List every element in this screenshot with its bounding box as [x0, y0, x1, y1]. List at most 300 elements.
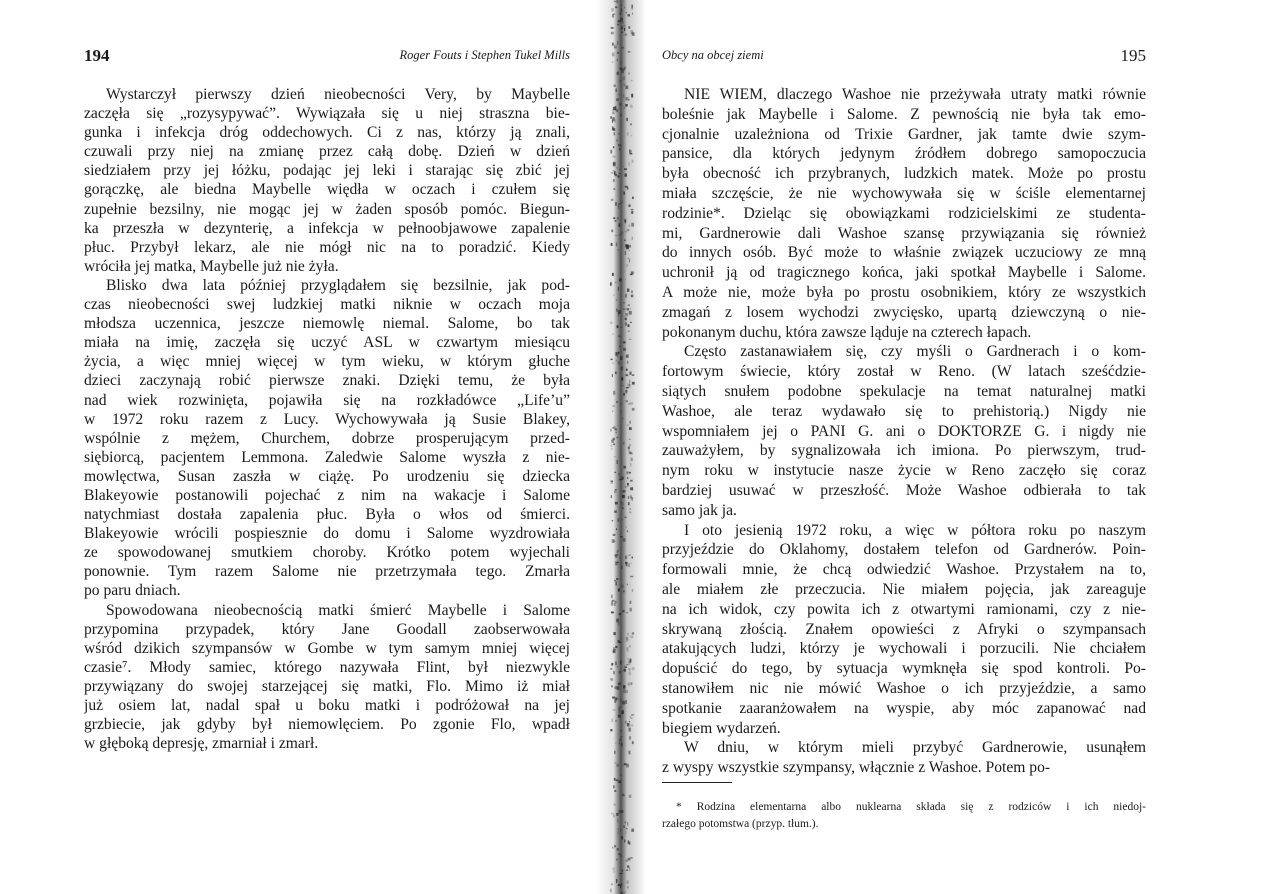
scan-noise [622, 710, 624, 714]
text-line: Często zastanawiałem się, czy myśli o Gardnerach i o kom- [684, 343, 1146, 361]
scan-noise [610, 889, 611, 892]
scan-noise [625, 244, 628, 247]
scan-noise [619, 739, 621, 741]
scan-noise [619, 103, 621, 106]
text-line: rodzinie*. Dzieląc się obowiązkami rodzicielskimi ze studenta- [662, 204, 1146, 222]
scan-noise [627, 308, 629, 310]
scan-noise [613, 534, 616, 536]
scan-noise [612, 600, 615, 602]
scan-noise [630, 857, 632, 859]
scan-noise [626, 828, 628, 829]
scan-noise [622, 701, 625, 705]
text-line: dzieci zaczynają robić pierwsze znaki. Dzięki temu, że była [84, 372, 570, 390]
scan-noise [612, 52, 615, 56]
scan-noise [625, 251, 626, 255]
scan-noise [626, 637, 628, 640]
scan-noise [612, 273, 614, 276]
scan-noise [629, 645, 630, 647]
scan-noise [625, 313, 628, 316]
scan-noise [621, 232, 624, 235]
scan-noise [613, 426, 615, 429]
scan-noise [614, 762, 616, 763]
text-line: samo jak ja. [662, 501, 737, 519]
scan-noise [618, 287, 619, 291]
scan-noise [619, 556, 621, 558]
scan-noise [623, 393, 625, 396]
footnote-rule [662, 782, 732, 783]
left-page [84, 0, 570, 894]
text-line: W dniu, w którym mieli przybyć Gardnerowie, usunąłem [684, 739, 1146, 757]
scan-noise [623, 107, 625, 109]
scan-noise [632, 32, 635, 35]
scan-noise [631, 135, 633, 137]
scan-noise [614, 845, 616, 847]
scan-noise [617, 820, 618, 822]
text-line: zupełnie bezsilny, nie mogąc jej w żaden sposób pomóc. Biegun- [84, 200, 570, 218]
scan-noise [624, 219, 627, 220]
scan-noise [623, 689, 626, 693]
scan-noise [619, 742, 620, 744]
scan-noise [613, 709, 616, 711]
scan-noise [626, 764, 629, 768]
scan-noise [623, 166, 624, 168]
scan-noise [613, 170, 615, 171]
scan-noise [627, 288, 629, 291]
scan-noise [625, 390, 627, 393]
scan-noise [619, 223, 621, 227]
scan-noise [622, 22, 624, 24]
scan-noise [629, 512, 631, 513]
scan-noise [629, 439, 630, 440]
scan-noise [631, 211, 633, 214]
scan-noise [631, 80, 633, 81]
scan-noise [613, 814, 614, 817]
scan-noise [610, 282, 612, 285]
scan-noise [618, 133, 620, 135]
scan-noise [622, 519, 623, 521]
scan-noise [612, 43, 614, 46]
scan-noise [610, 729, 612, 731]
scan-noise [623, 25, 625, 26]
text-line: przyjeździe do Oklahomy, dostałem telefon od Gardnerów. Poin- [662, 541, 1146, 559]
scan-noise [625, 294, 627, 298]
text-line: z wyspy wszystkie szympansy, włącznie z Washoe. Potem po- [662, 759, 1051, 777]
text-line: miała na imię, zaczęła się uczyć ASL w czwartym miesiącu [84, 334, 570, 352]
running-head: Roger Fouts i Stephen Tukel Mills [399, 48, 570, 62]
scan-noise [630, 487, 633, 490]
scan-noise [621, 566, 622, 570]
running-head: Obcy na obcej ziemi [662, 48, 764, 62]
scan-noise [628, 840, 630, 844]
scan-noise [625, 97, 628, 101]
scan-noise [631, 295, 633, 298]
text-line: ponownie. Tym razem Salome nie przetrzymała tego. Zmarła [84, 563, 570, 581]
scan-noise [624, 240, 626, 241]
scan-noise [615, 720, 616, 722]
scan-noise [613, 869, 614, 872]
scan-noise [617, 831, 619, 835]
text-line: fortowym świecie, który został w Reno. (W latach sześćdzie- [662, 363, 1146, 381]
scan-noise [619, 148, 620, 150]
scan-noise [618, 588, 620, 591]
scan-noise [618, 550, 619, 552]
scan-noise [613, 128, 615, 131]
scan-noise [627, 880, 629, 883]
text-line: czas nieobecności swej ludzkiej matki niknie w oczach moja [84, 296, 570, 314]
scan-noise [631, 562, 632, 563]
scan-noise [631, 290, 633, 292]
scan-noise [623, 685, 625, 688]
scan-noise [618, 518, 620, 522]
scan-noise [616, 764, 619, 767]
scan-noise [611, 602, 613, 606]
scan-noise [611, 680, 613, 681]
scan-noise [614, 46, 617, 47]
scan-noise [611, 448, 612, 449]
scan-noise [628, 858, 631, 861]
scan-noise [629, 245, 631, 248]
text-line: atakujących ludzi, którzy je wychowali i porzucili. Nie chciałem [662, 640, 1146, 658]
scan-noise [623, 94, 624, 97]
book-binding-gutter [596, 0, 646, 894]
scan-noise [626, 664, 627, 665]
scan-noise [629, 339, 632, 340]
scan-noise [618, 234, 621, 235]
scan-noise [624, 168, 627, 170]
scan-noise [616, 98, 619, 101]
scan-noise [617, 72, 619, 75]
scan-noise [630, 659, 632, 663]
scan-noise [611, 813, 614, 814]
scan-noise [614, 456, 615, 457]
scan-noise [620, 404, 621, 406]
scan-noise [621, 526, 622, 527]
scan-noise [623, 308, 625, 309]
scan-noise [619, 613, 621, 615]
scan-noise [627, 424, 629, 425]
scan-noise [622, 68, 624, 70]
scan-noise [623, 466, 625, 469]
scan-noise [632, 408, 635, 411]
scan-noise [630, 453, 633, 455]
scan-noise [630, 274, 633, 275]
scan-noise [630, 601, 632, 604]
scan-noise [618, 884, 621, 886]
scan-noise [611, 230, 613, 233]
scan-noise [616, 109, 619, 112]
scan-noise [631, 714, 634, 716]
scan-noise [625, 104, 627, 106]
text-line: czuwali przy niej na zmianę przez całą dobę. Dzień w dzień [84, 143, 570, 161]
scan-noise [615, 582, 617, 586]
scan-noise [616, 401, 618, 403]
scan-noise [625, 318, 627, 321]
scan-noise [631, 718, 633, 719]
page-body [662, 85, 1146, 778]
scan-noise [616, 0, 618, 3]
scan-noise [611, 32, 614, 35]
text-line: przywiązany do swojej starzejącej się matki, Flo. Mimo iż miał [84, 677, 570, 695]
scan-noise [628, 225, 630, 227]
footnote-line: rzałego potomstwa (przyp. tłum.). [662, 818, 819, 830]
scan-noise [615, 646, 617, 648]
scan-noise [611, 200, 614, 201]
text-line: natychmiast dostała zapalenia płuc. Była o włos od śmierci. [84, 506, 570, 524]
scan-noise [632, 160, 634, 163]
scan-noise [615, 502, 618, 505]
text-line: życia, a więc mniej więcej w tym wieku, w którym głuche [84, 353, 570, 371]
scan-noise [628, 751, 630, 755]
scan-noise [621, 385, 623, 386]
scan-noise [612, 520, 614, 521]
scan-noise [629, 736, 631, 739]
scan-noise [618, 361, 620, 365]
scan-noise [617, 52, 619, 54]
scan-noise [618, 352, 620, 354]
scan-noise [628, 99, 630, 100]
scan-noise [620, 536, 623, 537]
scan-noise [616, 167, 618, 168]
text-line: przypomina przypadek, który Jane Goodall zaobserwowała [84, 620, 570, 638]
scan-noise [621, 730, 622, 731]
footnote [662, 799, 1146, 833]
scan-noise [619, 479, 622, 481]
scan-noise [627, 647, 629, 650]
scan-noise [616, 879, 617, 883]
text-line: po paru dniach. [84, 582, 181, 600]
text-line: siębiorcą, pacjentem Lemmona. Zaledwie Salome wyszła z nie- [84, 448, 570, 466]
scan-noise [623, 538, 626, 542]
scan-noise [615, 202, 617, 206]
scan-noise [625, 186, 628, 188]
scan-noise [625, 33, 627, 35]
scan-noise [620, 12, 621, 14]
scan-noise [617, 819, 618, 821]
scan-noise [617, 249, 619, 250]
scan-noise [621, 410, 622, 413]
scan-noise [618, 473, 620, 475]
scan-noise [629, 421, 630, 424]
scan-noise [617, 550, 618, 553]
scan-noise [631, 829, 634, 832]
scan-noise [622, 870, 623, 872]
text-line: była obecność ich przybranych, ludzkich matek. Może po prostu [662, 165, 1146, 183]
scan-noise [620, 80, 621, 82]
scan-noise [613, 146, 614, 148]
scan-noise [614, 790, 616, 792]
scan-noise [627, 361, 629, 364]
scan-noise [630, 153, 633, 154]
scan-noise [628, 331, 630, 332]
scan-noise [623, 490, 625, 492]
scan-noise [625, 86, 628, 90]
scan-noise [618, 144, 621, 146]
scan-noise [620, 854, 621, 856]
scan-noise [622, 495, 625, 498]
scan-noise [612, 117, 614, 121]
scan-noise [614, 778, 616, 781]
scan-noise [619, 346, 620, 347]
scan-noise [615, 554, 617, 557]
scan-noise [626, 400, 628, 402]
text-line: nad wiek rozwinięta, pojawiła się na rozkładówce „Life’u” [84, 391, 570, 409]
scan-noise [612, 374, 613, 377]
scan-noise [629, 608, 631, 612]
text-line: w głęboką depresję, zmarniał i zmarł. [84, 735, 319, 753]
scan-noise [630, 480, 633, 482]
scan-noise [616, 849, 619, 850]
text-line: boleśnie jak Maybelle i Salome. Z pewnością nie była tak emo- [662, 105, 1146, 123]
text-line: formowali mnie, że chcą odwiedzić Washoe. Przystałem na to, [662, 561, 1146, 579]
scan-noise [629, 311, 632, 315]
text-line: zmagań z losem wychodzi zwycięsko, upartą dziewczyną o nie- [662, 303, 1146, 321]
scan-noise [628, 258, 629, 259]
scan-noise [617, 666, 618, 667]
scan-noise [626, 387, 629, 388]
scan-noise [624, 763, 627, 765]
scan-noise [629, 721, 630, 722]
scan-noise [629, 387, 631, 388]
scan-noise [628, 403, 630, 405]
scan-noise [621, 810, 623, 812]
scan-noise [610, 150, 612, 154]
scan-noise [621, 883, 622, 885]
scan-noise [630, 322, 632, 323]
scan-noise [611, 243, 613, 246]
scan-noise [611, 595, 612, 598]
scan-noise [626, 612, 628, 613]
scan-noise [630, 716, 631, 718]
scan-noise [616, 859, 618, 861]
scan-noise [621, 367, 623, 371]
text-line: na ich widok, czy powita ich z otwartymi ramionami, czy z nie- [662, 600, 1146, 618]
scan-noise [618, 204, 620, 207]
scan-noise [614, 511, 617, 513]
text-line: Blakeyowie postanowili pojechać z nim na wakacje i Salome [84, 486, 570, 504]
footnote-line: * Rodzina elementarna albo nuklearna składa się z rodziców i ich niedoj- [676, 801, 1146, 813]
scan-noise [624, 7, 625, 9]
scan-noise [629, 259, 630, 263]
scan-noise [611, 663, 613, 666]
scan-noise [619, 203, 621, 204]
scan-noise [618, 683, 621, 685]
text-line: skrywaną złością. Znałem opowieści z Afryki o szympansach [662, 620, 1146, 638]
text-line: ze spowodowanej smutkiem choroby. Krótko potem wyjechali [84, 544, 570, 562]
scan-noise [620, 327, 622, 328]
scan-noise [617, 354, 619, 357]
scan-noise [626, 870, 628, 871]
scan-noise [621, 836, 623, 838]
scan-noise [631, 223, 634, 227]
scan-noise [617, 460, 618, 464]
text-line: stanowiłem nic nie mówić Washoe o ich przyjeździe, a samo [662, 679, 1146, 697]
scan-noise [632, 374, 635, 376]
scan-noise [618, 335, 620, 336]
scan-noise [615, 661, 617, 665]
text-line: wróciła jej matka, Maybelle już nie żyła. [84, 257, 339, 275]
scan-noise [614, 134, 616, 136]
scan-noise [612, 847, 613, 849]
scan-noise [616, 779, 618, 781]
scan-noise [618, 780, 621, 783]
scan-noise [625, 555, 627, 559]
scan-noise [615, 743, 616, 744]
scan-noise [615, 6, 617, 8]
scan-noise [613, 673, 614, 675]
scan-noise [625, 322, 627, 325]
scan-noise [620, 736, 623, 737]
scan-noise [627, 651, 629, 652]
scan-noise [620, 67, 623, 70]
scan-noise [623, 348, 626, 351]
scan-noise [610, 429, 612, 432]
scan-noise [629, 250, 630, 252]
scan-noise [610, 116, 612, 119]
scan-noise [620, 61, 622, 64]
scan-noise [621, 377, 623, 380]
scan-noise [613, 294, 614, 296]
scan-noise [630, 508, 631, 509]
scan-noise [619, 169, 620, 170]
scan-noise [611, 481, 613, 482]
scan-noise [623, 341, 626, 343]
scan-noise [631, 94, 633, 98]
text-line: Spowodowana nieobecnością matki śmierć Maybelle i Salome [106, 601, 570, 619]
scan-noise [614, 1, 616, 2]
scan-noise [629, 427, 632, 430]
text-line: już osiem lat, nadal spał u boku matki i podróżował na jej [84, 697, 570, 714]
scan-noise [613, 671, 614, 672]
scan-noise [615, 649, 617, 650]
text-line: młodsza uczennica, jeszcze niemowlę niemal. Salome, bo tak [84, 315, 570, 333]
scan-noise [632, 589, 633, 592]
scan-noise [624, 669, 626, 672]
scan-noise [623, 302, 624, 303]
scan-noise [629, 380, 630, 383]
scan-noise [624, 174, 627, 177]
scan-noise [612, 411, 613, 412]
text-line: A może nie, może była po prostu osobnikiem, który ze wszystkich [662, 283, 1146, 301]
scan-noise [626, 118, 628, 121]
text-line: wspomniałem jej o PANI G. ani o DOKTORZE G. i nigdy nie [662, 422, 1146, 440]
scan-noise [628, 446, 630, 448]
scan-noise [611, 495, 612, 498]
text-line: czasie⁷. Młody samiec, którego nazywała Flint, był niezwykle [84, 658, 570, 676]
scan-noise [613, 155, 616, 158]
scan-noise [625, 279, 626, 280]
scan-noise [622, 793, 623, 795]
scan-noise [611, 440, 614, 443]
scan-noise [630, 105, 632, 108]
scan-noise [628, 73, 629, 75]
text-line: do innych osób. Być może to właśnie związek uczuciowy ze mną [662, 244, 1146, 262]
scan-noise [629, 372, 631, 375]
scan-noise [620, 829, 621, 832]
scan-noise [626, 640, 628, 641]
scan-noise [613, 541, 615, 542]
scan-noise [613, 217, 615, 219]
scan-noise [628, 162, 629, 165]
scan-noise [619, 706, 622, 707]
scan-noise [615, 686, 617, 688]
scan-noise [611, 883, 612, 885]
text-line: zauważyłem, by sygnalizowała ich imiona. Po pierwszym, trud- [662, 442, 1146, 460]
scan-noise [612, 111, 614, 114]
text-line: Blisko dwa lata później przyglądałem się bezsilnie, jak pod- [106, 276, 570, 294]
scan-noise [629, 149, 630, 153]
scan-noise [618, 642, 621, 644]
scan-noise [613, 188, 615, 189]
